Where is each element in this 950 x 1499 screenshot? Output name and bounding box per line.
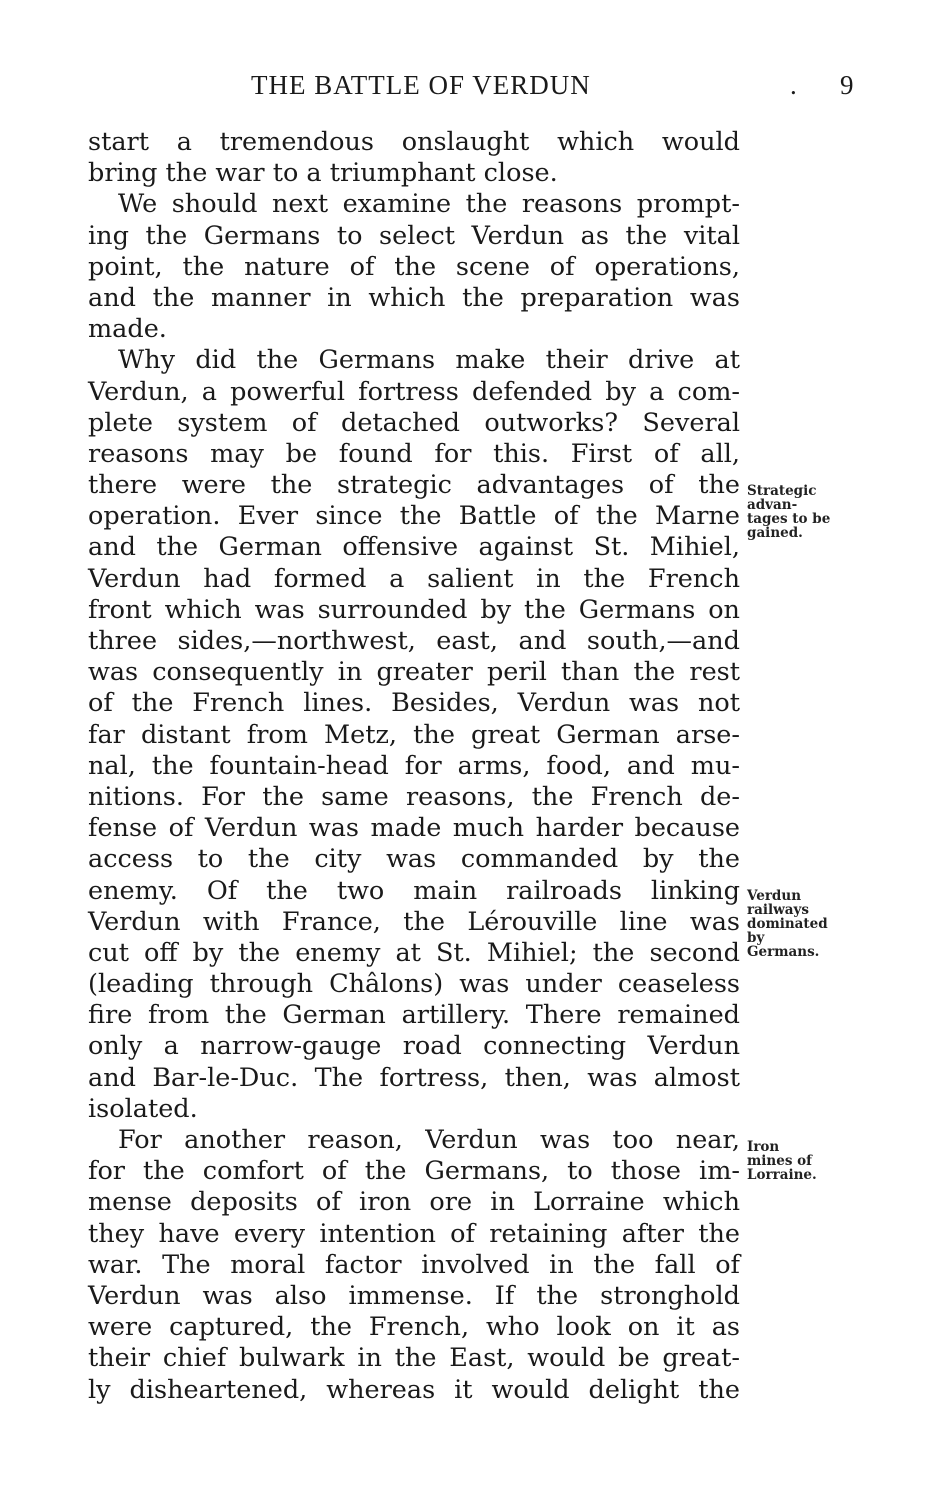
side-note-verdun-railways: [747, 889, 828, 959]
side-note-line: Lorraine.: [747, 1167, 817, 1183]
text-line: front which was surrounded by the Germans on: [88, 594, 740, 625]
text-line: access to the city was commanded by the: [88, 844, 740, 875]
text-line: operation. Ever since the Battle of the Marne: [88, 501, 740, 532]
text-line: and the German offensive against St. Mihiel,: [88, 532, 740, 563]
body-text: [88, 127, 740, 1406]
text-line: Verdun, a powerful fortress defended by a com-: [88, 376, 740, 407]
text-line: of the French lines. Besides, Verdun was not: [88, 688, 740, 719]
side-note-line: by: [747, 930, 765, 946]
text-line: Verdun had formed a salient in the French: [88, 563, 740, 594]
text-line: We should next examine the reasons prompt-: [118, 189, 740, 220]
text-line: Verdun with France, the Lérouville line was: [88, 906, 740, 937]
text-line: reasons may be found for this. First of all,: [88, 438, 740, 469]
side-note-line: mines of: [747, 1153, 812, 1169]
side-note-iron-mines: [747, 1140, 817, 1182]
text-line: war. The moral factor involved in the fall of: [88, 1249, 740, 1280]
text-line: fense of Verdun was made much harder because: [88, 813, 740, 844]
text-line: were captured, the French, who look on it as: [88, 1312, 740, 1343]
text-line: point, the nature of the scene of operations,: [88, 251, 740, 282]
side-note-line: tages to be: [747, 511, 831, 527]
side-note-line: Strategic: [747, 483, 817, 499]
text-line: and the manner in which the preparation was: [88, 282, 740, 313]
text-line: nal, the fountain-head for arms, food, and mu-: [88, 750, 740, 781]
text-line: (leading through Châlons) was under ceaseless: [88, 969, 740, 1000]
side-note-line: Iron: [747, 1139, 780, 1155]
text-line: there were the strategic advantages of the: [88, 470, 740, 501]
running-header: [88, 70, 868, 110]
text-line: was consequently in greater peril than the rest: [88, 657, 740, 688]
running-title: THE BATTLE OF VERDUN: [251, 70, 591, 100]
header-dot: .: [790, 70, 798, 100]
side-note-line: Verdun: [747, 888, 802, 904]
text-line: Verdun was also immense. If the stronghold: [88, 1280, 740, 1311]
text-line: fire from the German artillery. There remained: [88, 1000, 740, 1031]
text-line: mense deposits of iron ore in Lorraine which: [88, 1187, 740, 1218]
text-line: made.: [88, 314, 167, 345]
text-line: start a tremendous onslaught which would: [88, 127, 740, 157]
text-line: ing the Germans to select Verdun as the vital: [88, 220, 740, 251]
side-note-line: railways: [747, 902, 809, 918]
text-line: far distant from Metz, the great German arse-: [88, 719, 740, 750]
text-line: for the comfort of the Germans, to those im-: [88, 1156, 740, 1187]
text-line: three sides,—northwest, east, and south,—and: [88, 626, 740, 656]
text-line: plete system of detached outworks? Several: [88, 407, 740, 438]
text-line: ly disheartened, whereas it would delight the: [88, 1374, 740, 1405]
text-line: cut off by the enemy at St. Mihiel; the second: [88, 937, 740, 968]
text-line: nitions. For the same reasons, the French de-: [88, 781, 740, 812]
side-note-strategic-advantages: [747, 484, 830, 540]
text-line: isolated.: [88, 1093, 198, 1124]
text-line: and Bar-le-Duc. The fortress, then, was almost: [88, 1062, 740, 1093]
page-number: 9: [840, 70, 855, 100]
side-note-line: advan-: [747, 497, 798, 513]
text-line: their chief bulwark in the East, would be great-: [88, 1343, 740, 1374]
text-line: they have every intention of retaining after the: [88, 1218, 740, 1249]
text-line: For another reason, Verdun was too near,: [118, 1125, 740, 1155]
text-line: Why did the Germans make their drive at: [118, 345, 740, 376]
text-line: only a narrow-gauge road connecting Verdun: [88, 1031, 740, 1062]
text-line: enemy. Of the two main railroads linking: [88, 875, 740, 906]
side-note-line: dominated: [747, 916, 828, 932]
side-note-line: Germans.: [747, 944, 820, 960]
side-note-line: gained.: [747, 525, 803, 541]
text-line: bring the war to a triumphant close.: [88, 158, 558, 189]
